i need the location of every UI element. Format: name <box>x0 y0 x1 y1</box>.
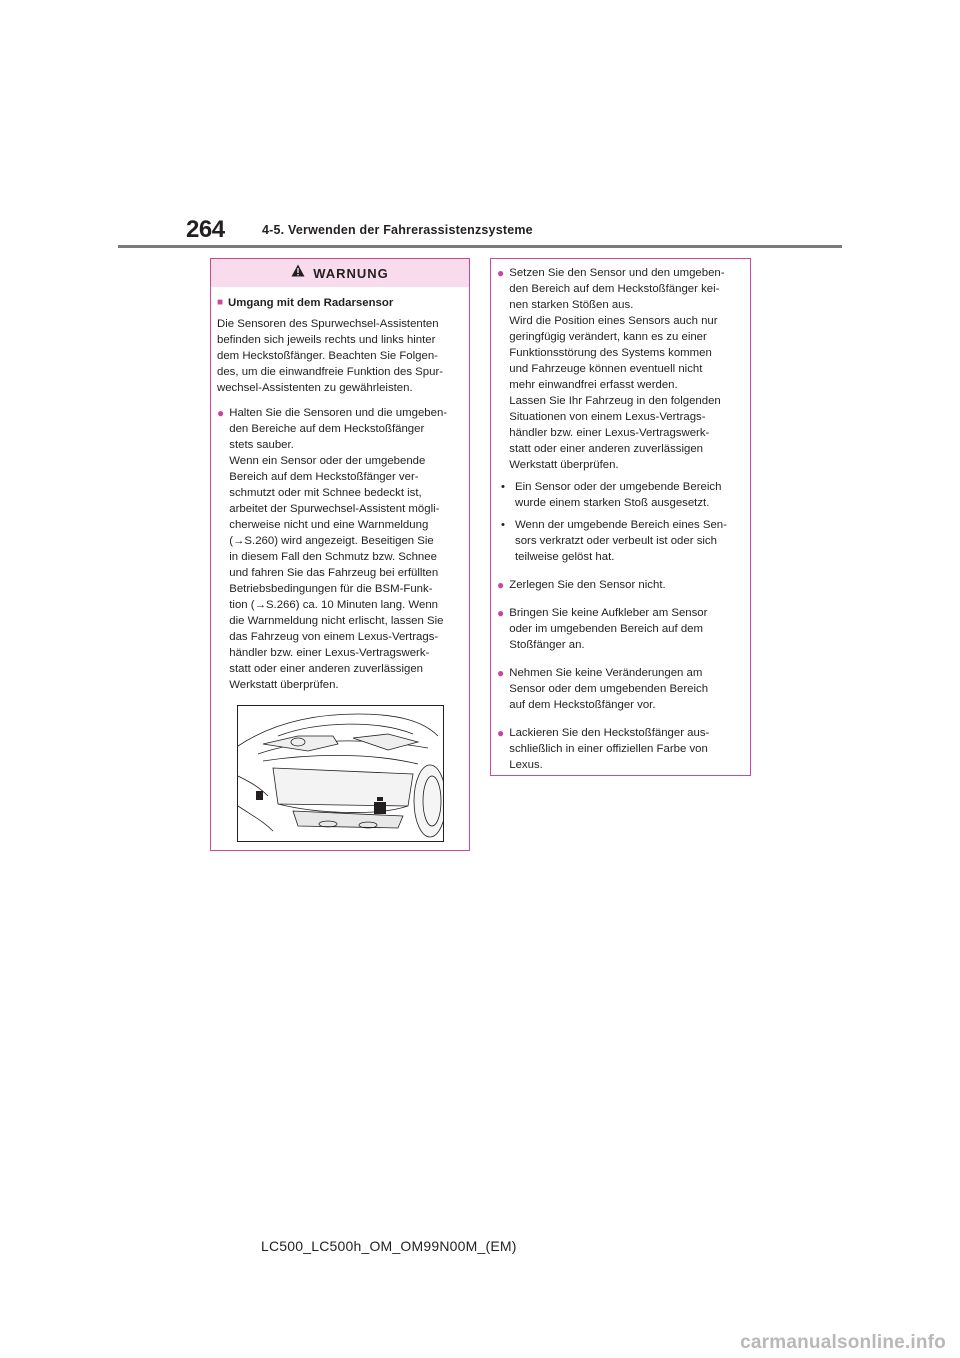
header-rule <box>118 245 842 248</box>
warning-panel-continued <box>490 258 751 776</box>
watermark: carmanualsonline.info <box>740 1332 946 1353</box>
right-bullet-text: Bringen Sie keine Aufkleber am Sensor oder im umgebenden Bereich auf dem Stoßfänger an. <box>509 607 708 651</box>
right-bullet <box>497 605 742 653</box>
section-title: 4-5. Verwenden der Fahrerassistenzsysteme <box>262 223 533 237</box>
right-bullet <box>497 725 742 773</box>
sub-item-text: Ein Sensor oder der umgebende Bereich wurde einem starken Stoß ausgesetzt. <box>515 481 722 509</box>
bullet-dot-icon: ● <box>497 266 505 280</box>
warning-header <box>211 259 469 287</box>
right-bullet-text: Lackieren Sie den Heckstoßfänger aus- schließlich in einer offiziellen Farbe von Lexus. <box>509 727 710 771</box>
right-bullet-text: Zerlegen Sie den Sensor nicht. <box>509 579 666 591</box>
document-id: LC500_LC500h_OM_OM99N00M_(EM) <box>261 1238 517 1254</box>
page-number: 264 <box>186 216 225 243</box>
bullet-dot-icon: ● <box>497 666 505 680</box>
right-bullet <box>497 577 742 593</box>
rear-bumper-sensor-illustration <box>237 705 444 842</box>
sub-item-text: Wenn der umgebende Bereich eines Sen- sors verkratzt oder verbeult ist oder sich teilweise gelöst hat. <box>515 519 727 563</box>
right-bullet <box>497 665 742 713</box>
bullet-dot-icon: ● <box>497 726 505 740</box>
warning-panel <box>210 258 470 851</box>
bullet-dot-icon: ● <box>497 578 505 592</box>
square-bullet-icon: ■ <box>217 297 224 308</box>
warning-triangle-icon <box>291 264 305 282</box>
warning-title: WARNUNG <box>313 265 389 281</box>
right-bullet <box>497 265 742 473</box>
warning-bullet-text: Halten Sie die Sensoren und die umgeben- den Bereiche auf dem Heckstoßfänger stets sauber. Wenn ein Sensor oder der umgebende Bereich auf dem Heckstoßfänger ver- schmutzt oder mit Schnee bedeckt ist, arbeitet der Spurwechsel-Assistent mögli- cherweise nicht und eine Warnmeldung (→S.260) wird angezeigt. Beseitigen Sie in diesem Fall den Schmutz bzw. Schnee und fahren Sie das Fahrzeug bei erfüllten Betriebsbedingungen für die BSM-Funk- tion (→S.266) ca. 10 Minuten lang. Wenn die Warnmeldung nicht erlischt, lassen Sie das Fahrzeug von einem Lexus-Vertrags- händler bzw. einer Lexus-Vertragswerk- statt oder einer anderen zuverlässigen Werkstatt überprüfen. <box>229 407 448 691</box>
warning-heading-text: Umgang mit dem Radarsensor <box>228 297 394 309</box>
warning-intro: Die Sensoren des Spurwechsel-Assistenten befinden sich jeweils rechts und links hinter dem Heckstoßfänger. Beachten Sie Folgen- des, um die einwandfreie Funktion des Spur- wechsel-Assistenten zu gewährleisten. <box>217 318 444 394</box>
right-bullet-text: Nehmen Sie keine Veränderungen am Sensor oder dem umgebenden Bereich auf dem Heckstoßfänger vor. <box>509 667 709 711</box>
bullet-dot-icon: ● <box>217 406 225 420</box>
warning-bullet <box>217 405 461 693</box>
sub-list-item: • Wenn der umgebende Bereich eines Sen- sors verkratzt oder verbeult ist oder sich teilweise gelöst hat. <box>501 519 727 563</box>
right-bullet-text: Setzen Sie den Sensor und den umgeben- den Bereich auf dem Heckstoßfänger kei- nen starken Stößen aus. Wird die Position eines Sensors auch nur geringfügig verändert, kann es zu einer Funktionsstörung des Systems kommen und Fahrzeuge können eventuell nicht mehr einwandfrei erfasst werden. Lassen Sie Ihr Fahrzeug in den folgenden Situationen von einem Lexus-Vertrags- händler bzw. einer Lexus-Vertragswerk- statt oder einer anderen zuverlässigen Werkstatt überprüfen. <box>509 267 725 471</box>
bullet-dot-icon: ● <box>497 606 505 620</box>
sub-list-item: • Ein Sensor oder der umgebende Bereich wurde einem starken Stoß ausgesetzt. <box>501 481 722 509</box>
warning-heading <box>217 295 461 311</box>
